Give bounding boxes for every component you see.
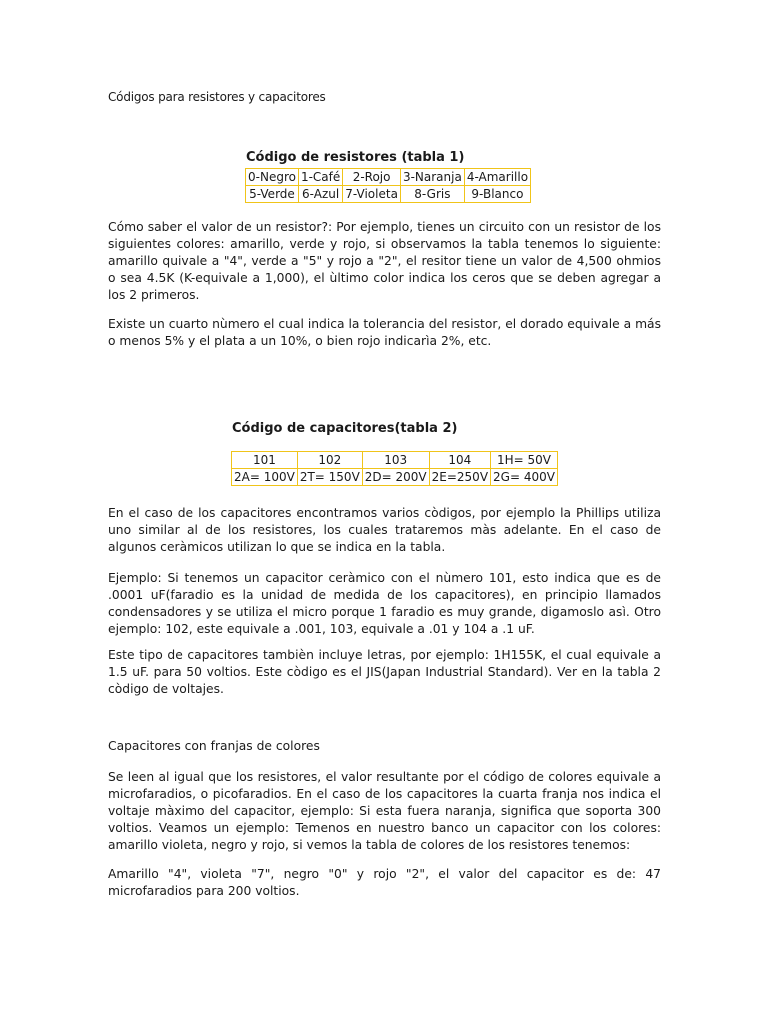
table-cell: 3-Naranja <box>400 169 464 186</box>
capacitor-code-table <box>231 451 558 486</box>
section-heading: Capacitores con franjas de colores <box>108 739 320 753</box>
table-cell: 2D= 200V <box>362 469 429 486</box>
table-cell: 2-Rojo <box>343 169 401 186</box>
table-cell: 2G= 400V <box>491 469 558 486</box>
table-cell: 1-Café <box>298 169 342 186</box>
resistor-table-title: Código de resistores (tabla 1) <box>246 150 465 165</box>
table-cell: 1H= 50V <box>491 452 558 469</box>
table-cell: 5-Verde <box>246 186 299 203</box>
table-cell: 2T= 150V <box>297 469 362 486</box>
table-cell: 102 <box>297 452 362 469</box>
table-cell: 8-Gris <box>400 186 464 203</box>
table-cell: 7-Violeta <box>343 186 401 203</box>
table-cell: 4-Amarillo <box>464 169 530 186</box>
paragraph-ceramic-example: Ejemplo: Si tenemos un capacitor ceràmico con el nùmero 101, esto indica que es de .0001 uF(faradio es la unidad de medida de los capacitores), en principio llamados condensadores y se utiliza el micro porque 1 faradio es muy grande, digamoslo asì. Otro ejemplo: 102, este equivale a .001, 103, equivale a .01 y 104 a .1 uF. <box>108 571 661 636</box>
paragraph-band-example: Amarillo "4", violeta "7", negro "0" y rojo "2", el valor del capacitor es de: 47 microfaradios para 200 voltios. <box>108 867 661 898</box>
paragraph-resistor-example: Cómo saber el valor de un resistor?: Por ejemplo, tienes un circuito con un resistor de los siguientes colores: amarillo, verde y rojo, si observamos la tabla tenemos lo siguiente: amarillo quivale a "4", verde a "5" y rojo a "2", el resitor tiene un valor de 4,500 ohmios o sea 4.5K (K-equivale a 1,000), el ùltimo color indica los ceros que se deben agregar a los 2 primeros. <box>108 220 661 302</box>
table-row <box>246 169 531 186</box>
table-cell: 9-Blanco <box>464 186 530 203</box>
table-cell: 0-Negro <box>246 169 299 186</box>
table-row <box>246 186 531 203</box>
capacitor-table-title: Código de capacitores(tabla 2) <box>232 421 458 436</box>
table-cell: 2E=250V <box>429 469 490 486</box>
paragraph-jis-letters: Este tipo de capacitores tambièn incluye letras, por ejemplo: 1H155K, el cual equivale a 1.5 uF. para 50 voltios. Este còdigo es el JIS(Japan Industrial Standard). Ver en la tabla 2 còdigo de voltajes. <box>108 648 661 696</box>
table-row <box>232 452 558 469</box>
table-cell: 103 <box>362 452 429 469</box>
table-cell: 101 <box>232 452 298 469</box>
paragraph-color-bands: Se leen al igual que los resistores, el valor resultante por el código de colores equivale a microfaradios, o picofaradios. En el caso de los capacitores la cuarta franja nos indica el voltaje màximo del capacitor, ejemplo: Si esta fuera naranja, significa que soporta 300 voltios. Veamos un ejemplo: Temenos en nuestro banco un capacitor con los colores: amarillo violeta, negro y rojo, si vemos la tabla de colores de los resistores tenemos: <box>108 770 661 852</box>
resistor-code-table <box>245 168 531 203</box>
table-cell: 104 <box>429 452 490 469</box>
page-title: Códigos para resistores y capacitores <box>108 90 326 104</box>
table-row <box>232 469 558 486</box>
paragraph-tolerance: Existe un cuarto nùmero el cual indica la tolerancia del resistor, el dorado equivale a más o menos 5% y el plata a un 10%, o bien rojo indicarìa 2%, etc. <box>108 317 661 348</box>
table-cell: 6-Azul <box>298 186 342 203</box>
table-cell: 2A= 100V <box>232 469 298 486</box>
paragraph-capacitor-codes: En el caso de los capacitores encontramos varios còdigos, por ejemplo la Phillips utiliza uno similar al de los resistores, los cuales trataremos màs adelante. En el caso de algunos ceràmicos utilizan lo que se indica en la tabla. <box>108 506 661 554</box>
